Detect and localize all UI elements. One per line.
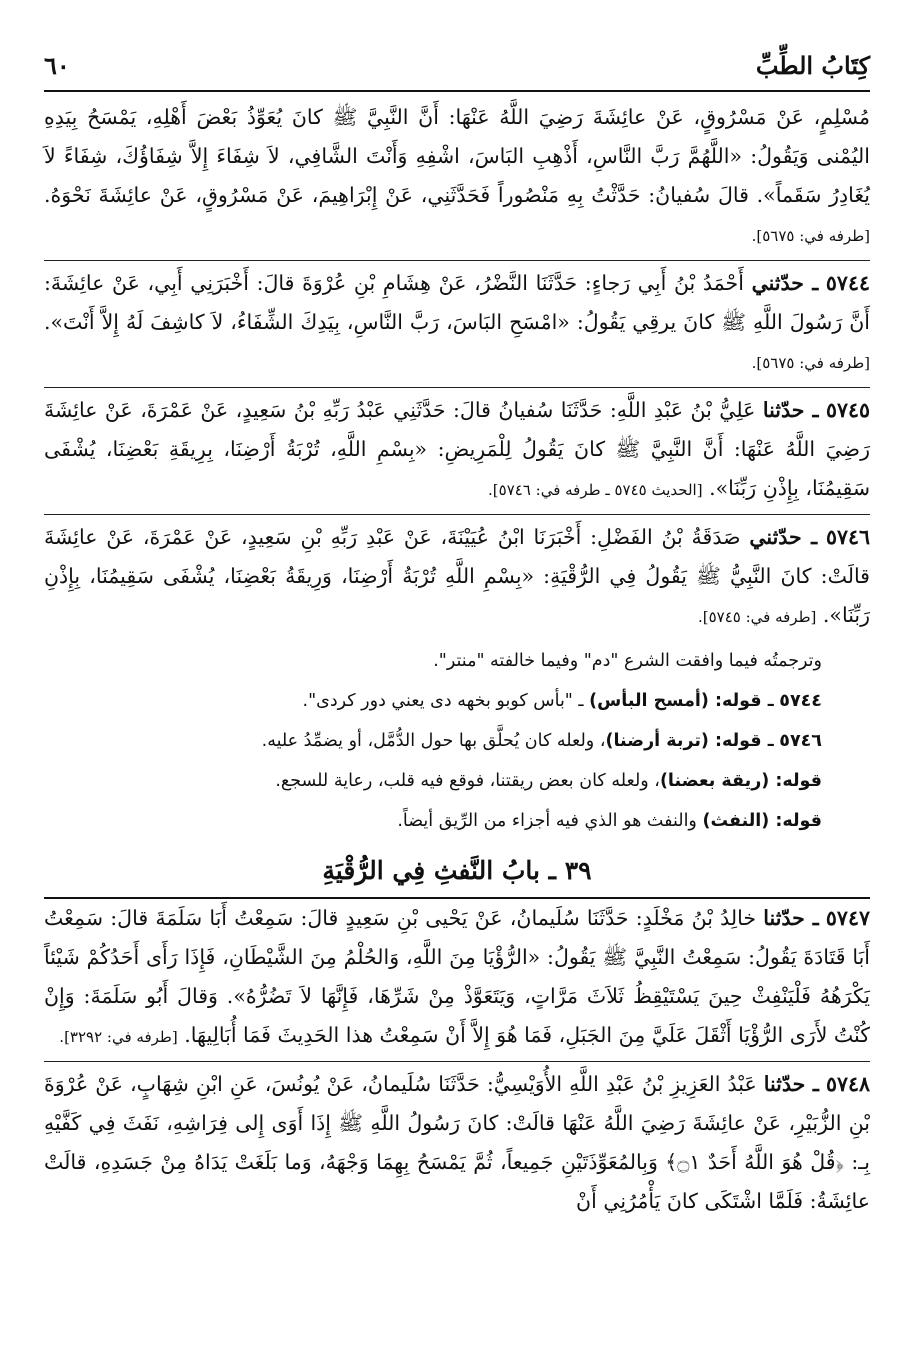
hadith-number: ٥٧٤٧ (825, 906, 870, 930)
hadith-intro: ـ حدّثنا (763, 906, 819, 930)
hadith-ref: [طرفه في: ٥٦٧٥]. (751, 354, 870, 372)
hadith-block (44, 897, 870, 1221)
hadith-number: ٥٧٤٦ (825, 525, 870, 549)
note-text: ، ولعله كان يُحلَّق بها حول الدُّمَّل، أو يضمِّدُ عليه. (261, 731, 606, 751)
commentary (44, 641, 870, 841)
note-text: ، ولعله كان بعض ريقتنا، فوقع فيه قلب، رعاية للسجع. (275, 771, 660, 791)
hadith-ref: [طرفه في: ٥٧٤٥]. (697, 608, 817, 626)
note-text: ـ "بأس كوبو بخهه دى يعني دور كردى". (302, 691, 590, 711)
book-title: كِتَابُ الطِّبِّ (755, 51, 870, 80)
hadith-5747 (44, 899, 870, 1057)
note-heading: قوله: (النفث) (702, 811, 822, 831)
hadith-intro: ـ حدّثني (749, 525, 818, 549)
note-heading: قوله: (ريقة بعضنا) (659, 771, 822, 791)
hadith-ref: [طرفه في: ٥٦٧٥]. (751, 227, 870, 245)
note-heading: ـ قوله: (أمسح البأس) (589, 691, 774, 711)
commentary-line (44, 681, 870, 721)
hadith-ref: [الحديث ٥٧٤٥ ـ طرفه في: ٥٧٤٦]. (488, 481, 703, 499)
hadith-text: أَحْمَدُ بْنُ أَبِي رَجاءٍ: حَدَّثَنَا النَّضْرُ، عَنْ هِشَامِ بْنِ عُرْوَةَ قالَ: أَخْبَرَنِي أَبِي، عَنْ عائِشَةَ: أَنَّ رَسُولَ اللَّهِ ﷺ كانَ يرقِي يَقُولُ: «امْسَحِ البَاسَ، رَبَّ النَّاسِ، بِيَدِكَ الشِّفَاءُ، لاَ كاشِفَ لَهُ إِلاَّ أَنْتَ». (44, 271, 870, 334)
note-text: والنفث هو الذي فيه أجزاء من الرِّيق أيضاً. (397, 811, 703, 831)
hadith-text: صَدَقَةُ بْنُ الفَضْلِ: أَخْبَرَنَا ابْنُ عُيَيْنَةَ، عَنْ عَبْدِ رَبِّهِ بْنِ سَعِيدٍ، عَنْ عَمْرَةَ، عَنْ عائِشَةَ قالَتْ: كانَ النَّبِيُّ ﷺ يَقُولُ فِي الرُّقْيَةِ: «بِسْمِ اللَّهِ تُرْبَةُ أَرْضِنَا، وَرِيقَةُ بَعْضِنَا، يُشْفَى سَقِيمُنَا، بِإِذْنِ رَبِّنَا». (44, 525, 870, 627)
hadith-5748 (44, 1061, 870, 1221)
commentary-line (44, 641, 870, 681)
page-header (44, 40, 870, 80)
hadith-continuation (44, 98, 870, 256)
hadith-text: عَلِيُّ بْنُ عَبْدِ اللَّهِ: حَدَّثَنَا سُفيانُ قالَ: حَدَّثَنِي عَبْدُ رَبِّهِ بْنُ سَعِيدٍ، عَنْ عَمْرَةَ، عَنْ عائِشَةَ رَضِيَ اللَّهُ عَنْهَا: أَنَّ النَّبِيَّ ﷺ كانَ يَقُولُ لِلْمَرِيضِ: «بِسْمِ اللَّهِ، تُرْبَةُ أَرْضِنَا، بِرِيقَةِ بَعْضِنَا، يُشْفَى سَقِيمُنَا، بِإِذْنِ رَبِّنَا». (44, 398, 870, 500)
note-text: وترجمتُه فيما وافقت الشرع "دم" وفيما خالفته "منتر". (433, 651, 822, 671)
chapter-title: ٣٩ ـ بابُ النَّفثِ فِي الرُّقْيَةِ (322, 856, 592, 885)
header-rule (44, 90, 870, 92)
hadith-ref: [طرفه في: ٣٢٩٢]. (59, 1028, 178, 1046)
page-number: ٦٠ (44, 51, 70, 80)
hadith-number: ٥٧٤٤ (825, 271, 870, 295)
note-number: ٥٧٤٦ (779, 731, 822, 751)
hadith-number: ٥٧٤٨ (825, 1072, 870, 1096)
hadith-text: عَبْدُ العَزِيزِ بْنُ عَبْدِ اللَّهِ الأُوَيْسِيُّ: حَدَّثَنَا سُلَيمانُ، عَنْ يُونُسَ، عَنِ ابْنِ شِهَابٍ، عَنْ عُرْوَةَ بْنِ الزُّبَيْرِ، عَنْ عائِشَةَ رَضِيَ اللَّهُ عَنْهَا قالَتْ: كانَ رَسُولُ اللَّهِ ﷺ إِذَا أَوَى إِلى فِرَاشِهِ، نَفَثَ فِي كَفَّيْهِ بِـ: ﴿قُلْ هُوَ اللَّهُ أَحَدٌ ۝١﴾ وَبِالمُعَوِّذَتَيْنِ جَمِيعاً، ثُمَّ يَمْسَحُ بِهِمَا وَجْهَهُ، وَما بَلَغَتْ يَدَاهُ مِنْ جَسَدِهِ، قالَتْ عائِشَةُ: فَلَمَّا اشْتَكَى كانَ يَأْمُرُنِي أَنْ (44, 1072, 870, 1213)
hadith-5744 (44, 260, 870, 383)
hadith-text: خالِدُ بْنُ مَخْلَدٍ: حَدَّثَنَا سُلَيمانُ، عَنْ يَحْيى بْنِ سَعِيدٍ قالَ: سَمِعْتُ أَبَا سَلَمَةَ قالَ: سَمِعْتُ أَبَا قَتَادَةَ يَقُولُ: سَمِعْتُ النَّبِيَّ ﷺ يَقُولُ: «الرُّؤْيَا مِنَ اللَّهِ، وَالحُلْمُ مِنَ الشَّيْطَانِ، فَإِذَا رَأَى أَحَدُكُمْ شَيْئاً يَكْرَهُهُ فَلْيَنْفِثْ حِينَ يَسْتَيْقِظُ ثَلاَثَ مَرَّاتٍ، وَيَتَعَوَّذْ مِنْ شَرِّهَا، فَإِنَّهَا لاَ تَضُرُّهُ». وَقالَ أَبُو سَلَمَةَ: وَإِنْ كُنْتُ لأَرَى الرُّؤْيَا أَثْقَلَ عَلَيَّ مِنَ الجَبَلِ، فَمَا هُوَ إِلاَّ أَنْ سَمِعْتُ هذا الحَدِيثَ فَمَا أُبَالِيهَا. (44, 906, 870, 1047)
hadith-5745 (44, 387, 870, 510)
note-heading: ـ قوله: (تربة أرضنا) (605, 731, 774, 751)
note-number: ٥٧٤٤ (779, 691, 822, 711)
hadith-intro: ـ حدّثنا (763, 1072, 819, 1096)
hadith-text: مُسْلِمٍ، عَنْ مَسْرُوقٍ، عَنْ عائِشَةَ رَضِيَ اللَّهُ عَنْهَا: أَنَّ النَّبِيَّ ﷺ كانَ يُعَوِّذُ بَعْضَ أَهْلِهِ، يَمْسَحُ بِيَدِهِ اليُمْنى وَيَقُولُ: «اللَّهُمَّ رَبَّ النَّاسِ، أَذْهِبِ البَاسَ، اشْفِهِ وَأَنْتَ الشَّافِي، لاَ شِفَاءَ إِلاَّ شِفَاؤُكَ، شِفَاءً لاَ يُغَادِرُ سَقَماً». قالَ سُفيانُ: حَدَّثْتُ بِهِ مَنْصُوراً فَحَدَّثَنِي، عَنْ إِبْرَاهِيمَ، عَنْ مَسْرُوقٍ، عَنْ عائِشَةَ نَحْوَهُ. (44, 105, 870, 207)
hadith-number: ٥٧٤٥ (825, 398, 870, 422)
commentary-line (44, 801, 870, 841)
commentary-line (44, 721, 870, 761)
hadith-intro: ـ حدّثنا (762, 398, 819, 422)
hadith-intro: ـ حدّثني (751, 271, 819, 295)
commentary-line (44, 761, 870, 801)
hadith-5746 (44, 514, 870, 637)
